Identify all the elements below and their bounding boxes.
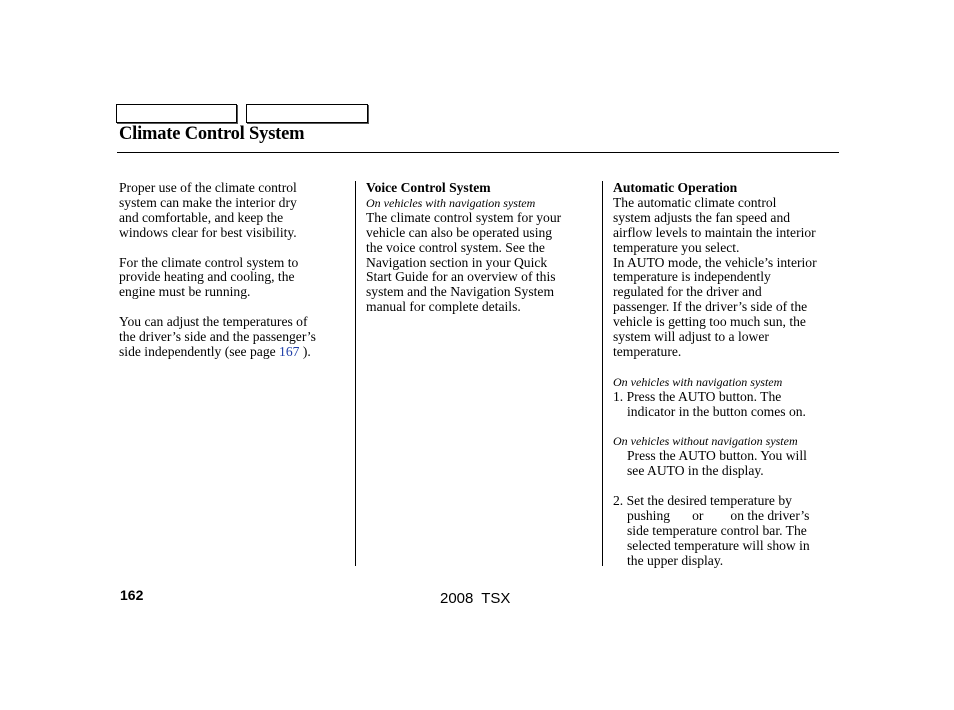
page-number: 162 (120, 587, 144, 603)
automatic-operation-heading: Automatic Operation (613, 180, 738, 195)
col1-paragraph-1: Proper use of the climate control system can make the interior dry and comfortable, and keep the windows clear for best visibility. (119, 180, 297, 240)
no-nav-vehicle-note: On vehicles without navigation system (613, 434, 798, 449)
nav-vehicle-note: On vehicles with navigation system (366, 195, 536, 210)
col1-paragraph-2: For the climate control system to provide heating and cooling, the engine must be running. (119, 254, 299, 300)
nav-tab-box-1[interactable] (116, 104, 237, 123)
column-1 (119, 181, 347, 360)
step-1: 1. Press the AUTO button. The indicator in the button comes on. (613, 388, 806, 419)
page-title: Climate Control System (119, 124, 305, 144)
nav-tab-box-2[interactable] (246, 104, 368, 123)
footer-model: 2008 TSX (440, 590, 511, 607)
step-2: 2. Set the desired temperature by pushing or on the driver’s side temperature control bar. The selected temperature will show in the upper display. (613, 492, 810, 568)
voice-control-heading: Voice Control System (366, 180, 491, 195)
auto-paragraph-2: In AUTO mode, the vehicle’s interior temperature is independently regulated for the driver and passenger. If the driver’s side of the vehicle is getting too much sun, the system will adjust to a lower temperature. (613, 254, 817, 359)
nav-vehicle-note: On vehicles with navigation system (613, 374, 783, 389)
page-167-link[interactable]: 167 (279, 343, 300, 359)
column-3 (613, 181, 843, 569)
column-2 (366, 181, 594, 315)
voice-control-body: The climate control system for your vehicle can also be operated using the voice control system. See the Navigation section in your Quick Start Guide for an overview of this system and the Navigation System manual for complete details. (366, 209, 562, 315)
title-rule (117, 152, 839, 153)
auto-paragraph-1: The automatic climate control system adjusts the fan speed and airflow levels to maintain the interior temperature you select. (613, 194, 816, 255)
no-nav-instruction: Press the AUTO button. You will see AUTO in the display. (627, 448, 807, 479)
col1-paragraph-3: You can adjust the temperatures of the driver’s side and the passenger’s side independently (see page 167 ). (119, 314, 316, 359)
column-divider-1 (355, 181, 356, 566)
column-divider-2 (602, 181, 603, 566)
